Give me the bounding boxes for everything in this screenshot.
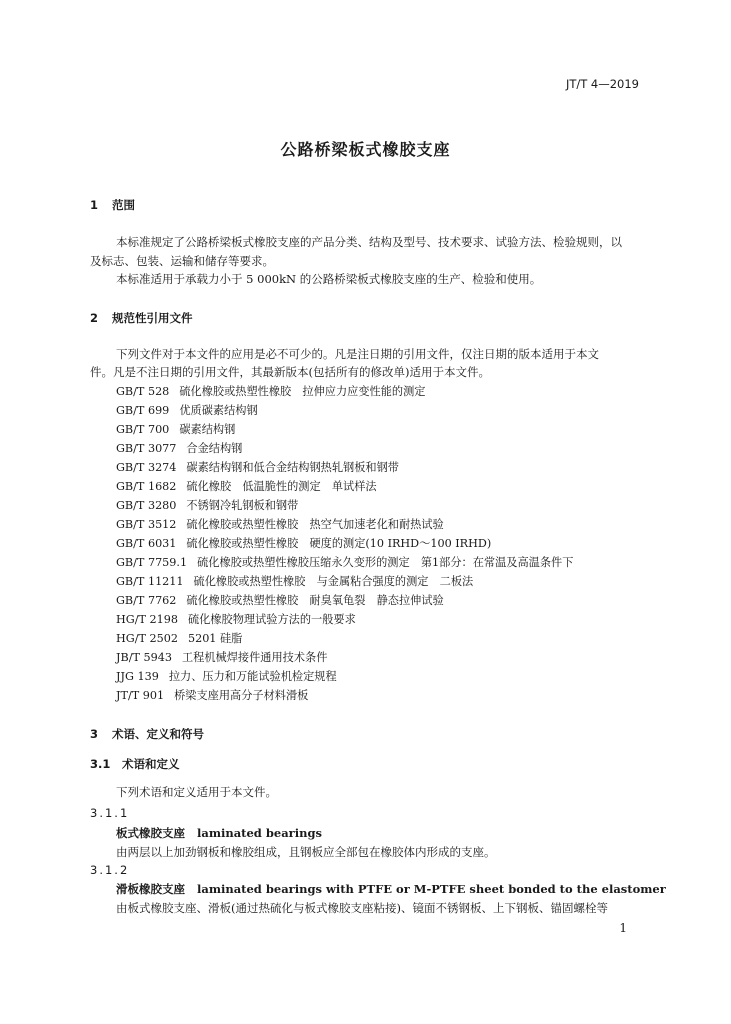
section-number: 3 [90, 727, 99, 741]
subsection-title: 术语和定义 [122, 757, 180, 771]
page-number: 1 [619, 921, 627, 935]
scope-paragraph-2: 本标准适用于承载力小于 5 000kN 的公路桥梁板式橡胶支座的生产、检验和使用。 [116, 272, 542, 286]
reference-item [116, 515, 573, 534]
reference-code: HG/T 2502 [116, 632, 178, 645]
reference-code: HG/T 2198 [116, 613, 178, 626]
reference-title: 碳素结构钢 [179, 423, 236, 436]
reference-item [116, 572, 573, 591]
references-intro-line-2: 件。凡是不注日期的引用文件，其最新版本(包括所有的修改单)适用于本文件。 [90, 365, 490, 379]
section-title: 范围 [112, 198, 135, 212]
section-title: 术语、定义和符号 [112, 727, 204, 741]
reference-code: GB/T 6031 [116, 537, 177, 550]
reference-item [116, 534, 573, 553]
reference-item [116, 591, 573, 610]
reference-code: JT/T 901 [116, 689, 165, 702]
references-intro-line-1: 下列文件对于本文件的应用是必不可少的。凡是注日期的引用文件，仅注日期的版本适用于本文 [116, 347, 599, 361]
document-title: 公路桥梁板式橡胶支座 [280, 140, 451, 159]
term-number: 3.1.1 [90, 806, 130, 820]
reference-item [116, 458, 573, 477]
reference-title: 桥梁支座用高分子材料滑板 [174, 689, 309, 702]
reference-item [116, 439, 573, 458]
reference-title: 硫化橡胶或热塑性橡胶 与金属粘合强度的测定 二板法 [193, 575, 474, 588]
term-heading [116, 825, 322, 841]
standard-number: JT/T 4—2019 [565, 77, 639, 91]
scope-paragraph-1-line-2: 及标志、包装、运输和储存等要求。 [90, 254, 274, 268]
reference-title: 合金结构钢 [186, 442, 243, 455]
term-definition: 由两层以上加劲钢板和橡胶组成，且钢板应全部包在橡胶体内形成的支座。 [116, 845, 496, 859]
subsection-3-1-heading [90, 756, 180, 772]
reference-code: GB/T 3077 [116, 442, 177, 455]
reference-item [116, 686, 573, 705]
reference-code: GB/T 3280 [116, 499, 177, 512]
section-3-heading [90, 726, 204, 742]
reference-item [116, 629, 573, 648]
reference-code: GB/T 7759.1 [116, 556, 188, 569]
reference-code: GB/T 700 [116, 423, 170, 436]
reference-title: 硫化橡胶或热塑性橡胶压缩永久变形的测定 第1部分：在常温及高温条件下 [197, 556, 574, 569]
reference-item [116, 496, 573, 515]
reference-title: 拉力、压力和万能试验机检定规程 [168, 670, 337, 683]
term-heading [116, 881, 666, 897]
reference-title: 工程机械焊接件通用技术条件 [181, 651, 328, 664]
reference-code: GB/T 11211 [116, 575, 184, 588]
reference-item [116, 401, 573, 420]
terms-intro: 下列术语和定义适用于本文件。 [116, 785, 277, 799]
reference-item [116, 477, 573, 496]
reference-item [116, 382, 573, 401]
reference-title: 硫化橡胶或热塑性橡胶 拉伸应力应变性能的测定 [179, 385, 426, 398]
term-number: 3.1.2 [90, 863, 130, 877]
subsection-number: 3.1 [90, 757, 111, 771]
reference-code: GB/T 699 [116, 404, 170, 417]
term-english: laminated bearings [197, 826, 322, 840]
reference-title: 碳素结构钢和低合金结构钢热轧钢板和钢带 [186, 461, 399, 474]
reference-code: GB/T 3512 [116, 518, 177, 531]
term-chinese: 板式橡胶支座 [116, 826, 185, 840]
reference-code: GB/T 1682 [116, 480, 177, 493]
reference-code: JJG 139 [116, 670, 159, 683]
section-number: 2 [90, 311, 99, 325]
reference-code: JB/T 5943 [116, 651, 172, 664]
reference-title: 不锈钢冷轧钢板和钢带 [186, 499, 299, 512]
term-definition: 由板式橡胶支座、滑板(通过热硫化与板式橡胶支座粘接)、镜面不锈钢板、上下钢板、锚固螺栓等 [116, 901, 608, 915]
term-chinese: 滑板橡胶支座 [116, 882, 185, 896]
reference-item [116, 648, 573, 667]
reference-title: 硫化橡胶或热塑性橡胶 热空气加速老化和耐热试验 [186, 518, 444, 531]
reference-item [116, 553, 573, 572]
reference-title: 硫化橡胶 低温脆性的测定 单试样法 [186, 480, 377, 493]
reference-title: 硫化橡胶物理试验方法的一般要求 [187, 613, 356, 626]
reference-code: GB/T 3274 [116, 461, 177, 474]
term-english: laminated bearings with PTFE or M-PTFE sheet bonded to the elastomer [197, 882, 666, 896]
reference-title: 硫化橡胶或热塑性橡胶 硬度的测定(10 IRHD～100 IRHD) [186, 537, 492, 550]
reference-item [116, 420, 573, 439]
section-number: 1 [90, 198, 99, 212]
reference-title: 5201 硅脂 [187, 632, 243, 645]
reference-item [116, 667, 573, 686]
scope-paragraph-1-line-1: 本标准规定了公路桥梁板式橡胶支座的产品分类、结构及型号、技术要求、试验方法、检验规则，以 [116, 235, 622, 249]
section-title: 规范性引用文件 [112, 311, 193, 325]
section-2-heading [90, 310, 193, 326]
reference-code: GB/T 528 [116, 385, 170, 398]
reference-code: GB/T 7762 [116, 594, 177, 607]
reference-title: 优质碳素结构钢 [179, 404, 258, 417]
reference-item [116, 610, 573, 629]
reference-list [116, 382, 573, 705]
section-1-heading [90, 197, 135, 213]
reference-title: 硫化橡胶或热塑性橡胶 耐臭氧龟裂 静态拉伸试验 [186, 594, 444, 607]
